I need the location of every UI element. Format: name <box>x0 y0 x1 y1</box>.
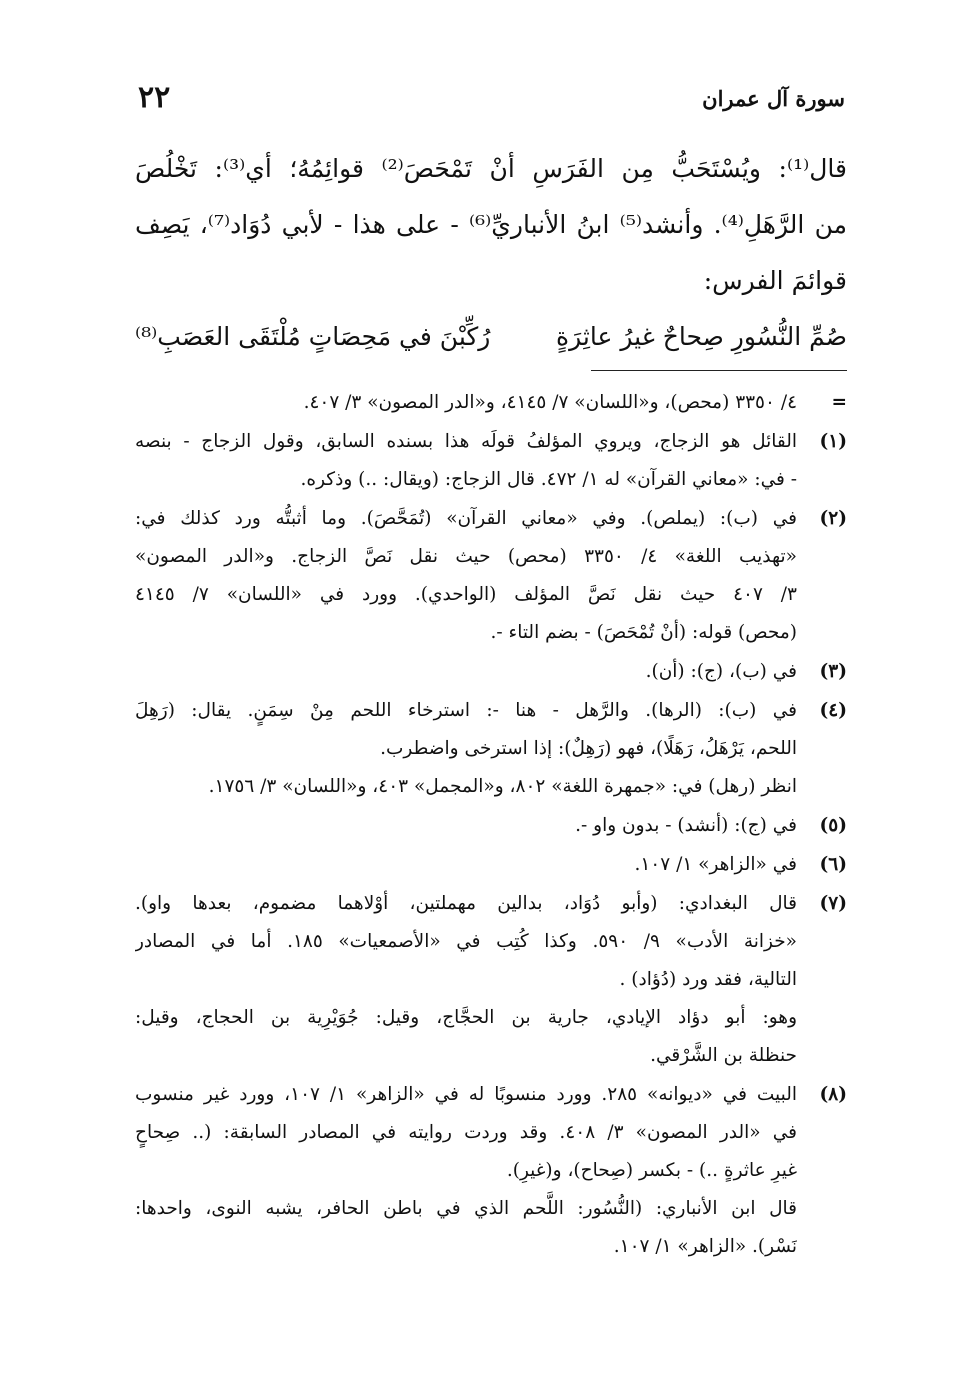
footnote-1 <box>135 423 847 499</box>
footnote-4 <box>135 692 847 806</box>
footnote-line: القائل هو الزجاج، ويروي المؤلفُ قولَه هذا بسنده السابق، وقول الزجاج - بنصه <box>135 431 797 452</box>
verse-first-hemistich: صُمِّ النُّسُورِ صِحاحٌ غيرُ عاثِرَةٍ <box>556 322 847 351</box>
footnote-line: انظر (رهل) في: «جمهرة اللغة» ٨٠٢، و«المجمل» ٤٠٣، و«اللسان» ٣/ ١٧٥٦. <box>208 776 797 797</box>
footnote-line: قال البغدادي: (وأبو دُوَاد، بدالين مهملتين، أوْلاهما مضموم، بعدها واو). <box>135 893 797 914</box>
footnote-line: في (ج): (أنشد) - بدون واو -. <box>575 815 797 836</box>
footnote-marker: (٥) <box>819 815 847 836</box>
footnote-line: البيت في «ديوانه» ٢٨٥. وورد منسوبًا له في «الزاهر» ١/ ١٠٧، وورد غير منسوب <box>135 1084 797 1105</box>
poetry-verse <box>135 318 847 374</box>
footnote-line: «تهذيب اللغة» ٤/ ٣٣٥٠ (محص) حيث نقل نَصَّ الزجاج. و«الدر المصون» <box>135 546 797 567</box>
footnote-line: نَسْر). «الزاهر» ١/ ١٠٧. <box>613 1236 797 1257</box>
main-text <box>135 150 847 374</box>
footnote-line: قال ابن الأنباري: (النُّسُور: اللَّحم الذي في باطن الحافر، يشبه النوى، واحدها: <box>135 1198 797 1219</box>
footnote-line: التالية، فقد ورد (دُؤاد) . <box>619 969 797 990</box>
footnote-line: حنظلة بن الشَّرْقي. <box>650 1045 797 1066</box>
footnote-line: (محص) قوله: (أنْ تُمْحَصَ) - بضم التاء -. <box>490 622 797 643</box>
footnote-line: ٣/ ٤٠٧ حيث نقل نَصَّ المؤلف (الواحدي). وورد في «اللسان» ٧/ ٤١٤٥ <box>135 584 797 605</box>
main-text-line: قوائمَ الفرس: <box>703 266 847 295</box>
footnote-line: «خزانة الأدب» ٩/ ٥٩٠. وكذا كُتِب في «الأصمعيات» ١٨٥. أما في المصادر <box>135 931 797 952</box>
main-text-line: قال⁽¹⁾: ويُسْتَحَبُّ مِن الفَرَسِ أنْ تَمْحَصَ⁽²⁾ قوائِمُهُ؛ أي⁽³⁾: تَخْلُصَ <box>135 154 847 183</box>
footnote-line: وهو: أبو دؤاد الإيادي، جارية بن الحجَّاج، وقيل: جُوَيْرِية بن الحجاج، وقيل: <box>135 1007 797 1028</box>
footnote-marker: (٤) <box>819 700 847 721</box>
footnote-line: ٤/ ٣٣٥٠ (محص)، و«اللسان» ٧/ ٤١٤٥، و«الدر المصون» ٣/ ٤٠٧. <box>303 392 797 413</box>
footnote-marker: (١) <box>819 431 847 452</box>
footnote-continuation <box>135 384 847 422</box>
footnote-line: - في: «معاني القرآن» له ١/ ٤٧٢. قال الزجاج: (ويقال: ..) وذكره. <box>300 469 797 490</box>
footnotes <box>135 384 847 1267</box>
footnote-marker: (٣) <box>819 661 847 682</box>
footnote-marker: (٦) <box>819 854 847 875</box>
verse-second-hemistich: رُكِّبْنَ في مَحِصَاتٍ مُلْتَقَى العَصَبِ⁽⁸⁾ <box>135 322 491 351</box>
footnote-2 <box>135 500 847 652</box>
footnote-line: في (ب): (يملص). وفي «معاني القرآن» (تُمَحَّصَ). وما أثبتُّه ورد كذلك في: <box>135 508 797 529</box>
footnote-marker: (٧) <box>819 893 847 914</box>
main-text-line: من الرَّهَلِ⁽⁴⁾. وأنشد⁽⁵⁾ ابنُ الأنباريِّ⁽⁶⁾ - على هذا - لأبي دُوَاد⁽⁷⁾، يَصِف <box>135 210 847 239</box>
footnote-line: غيرِ عاثرةٍ ..) - بكسر (صِحاح)، و(غيرِ). <box>506 1160 797 1181</box>
footnote-marker: (٨) <box>819 1084 847 1105</box>
footnote-7 <box>135 885 847 1075</box>
page-header <box>130 80 845 130</box>
footnote-8 <box>135 1076 847 1266</box>
footnote-line: في «الزاهر» ١/ ١٠٧. <box>634 854 797 875</box>
footnote-line: في «الدر المصون» ٣/ ٤٠٨. وقد وردت روايته في المصادر السابقة: (.. صِحاحٍ <box>135 1122 797 1143</box>
footnote-marker: = <box>831 392 847 413</box>
footnote-5 <box>135 807 847 845</box>
page-number: ٢٢ <box>138 80 171 115</box>
surah-title: سورة آل عمران <box>702 86 845 111</box>
footnote-3 <box>135 653 847 691</box>
footnote-separator <box>591 370 847 371</box>
footnote-line: في (ب)، (ج): (أن). <box>645 661 797 682</box>
footnote-line: في (ب): (الرها). والرَّهل - هنا -: استرخاء اللحم مِنْ سِمَنٍ. يقال: (رَهِلَ <box>135 700 797 721</box>
footnote-6 <box>135 846 847 884</box>
footnote-line: اللحم، يَرْهَلُ، رَهَلًا)، فهو (رَهِلٌ): إذا استرخى واضطرب. <box>380 738 797 759</box>
footnote-marker: (٢) <box>819 508 847 529</box>
